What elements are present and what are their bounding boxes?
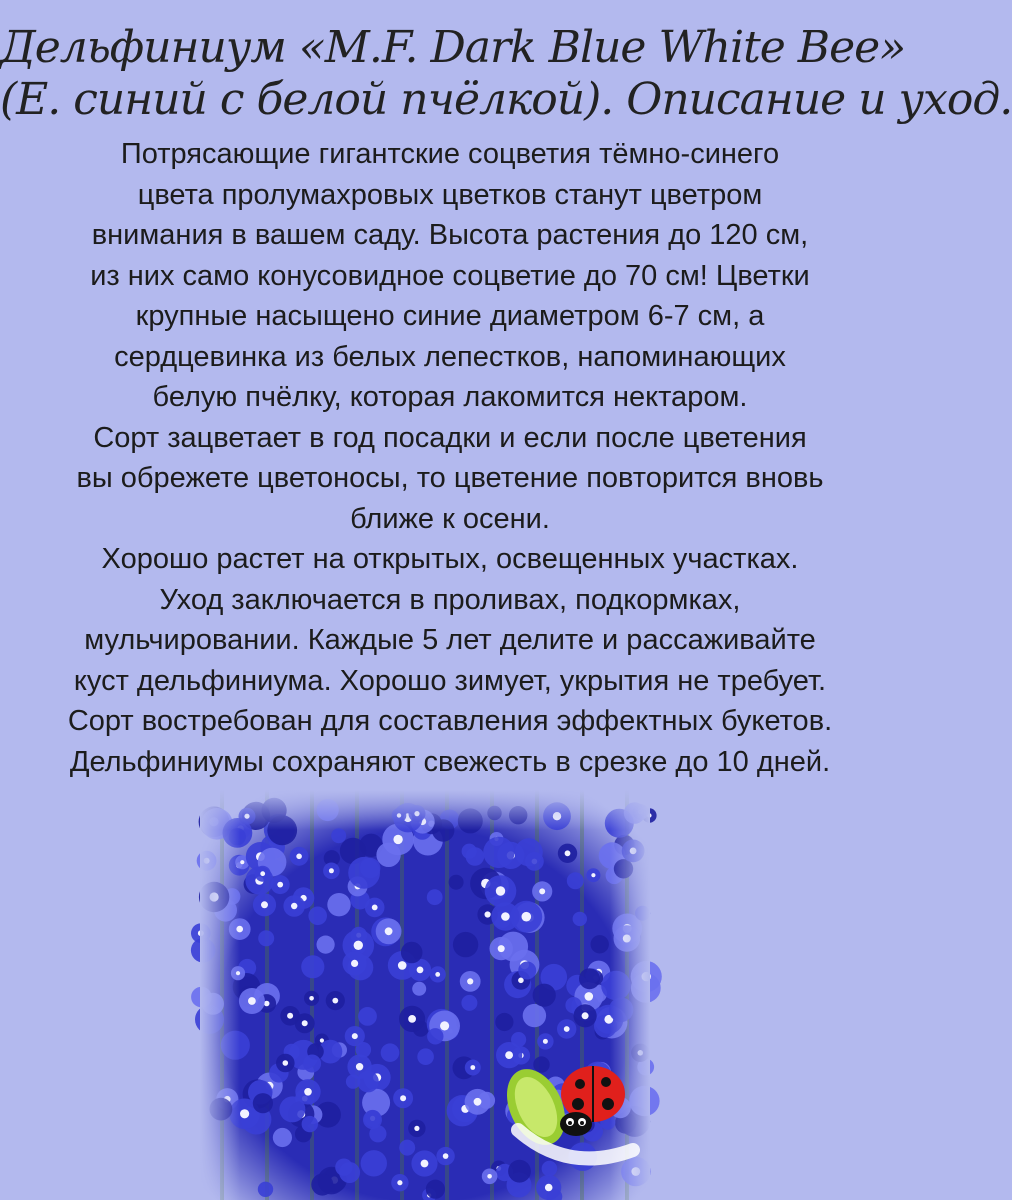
description-line: цвета пролумахровых цветков станут цветром — [137, 178, 763, 211]
description-line: из них само конусовидное соцветие до 70 см! Цветки — [90, 259, 810, 292]
description-text — [0, 134, 900, 782]
description-line: крупные насыщено синие диаметром 6-7 см, а — [135, 300, 765, 332]
title-line-2: (Е. синий с белой пчёлкой). Описание и уход. — [0, 74, 1012, 125]
description-line: Дельфиниумы сохраняют свежесть в срезке до 10 дней. — [69, 745, 831, 778]
description-line: сердцевинка из белых лепестков, напоминающих — [114, 340, 786, 373]
description-line: Потрясающие гигантские соцветия тёмно-синего — [120, 138, 780, 170]
description-line: Сорт зацветает в год посадки и если после цветения — [93, 421, 807, 454]
ladybug-logo — [498, 1052, 638, 1177]
description-line: ближе к осени. — [350, 502, 550, 535]
description-line: белую пчёлку, которая лакомится нектаром. — [152, 381, 748, 413]
description-line: мульчировании. Каждые 5 лет делите и рассаживайте — [84, 624, 816, 656]
description-line: куст дельфиниума. Хорошо зимует, укрытия не требует. — [73, 664, 827, 697]
description-line: Хорошо растет на открытых, освещенных участках. — [101, 543, 799, 575]
description-line: Сорт востребован для составления эффектных букетов. — [67, 705, 833, 737]
description-line: вы обрежете цветоносы, то цветение повторится вновь — [76, 462, 824, 494]
description-line: внимания в вашем саду. Высота растения до 120 см, — [91, 219, 809, 251]
description-line: Уход заключается в проливах, подкормках, — [159, 583, 741, 616]
title-line-1: Дельфиниум «M.F. Dark Blue White Bee» — [0, 22, 906, 73]
page-title — [0, 22, 1012, 126]
ladybug-icon — [498, 1052, 638, 1177]
